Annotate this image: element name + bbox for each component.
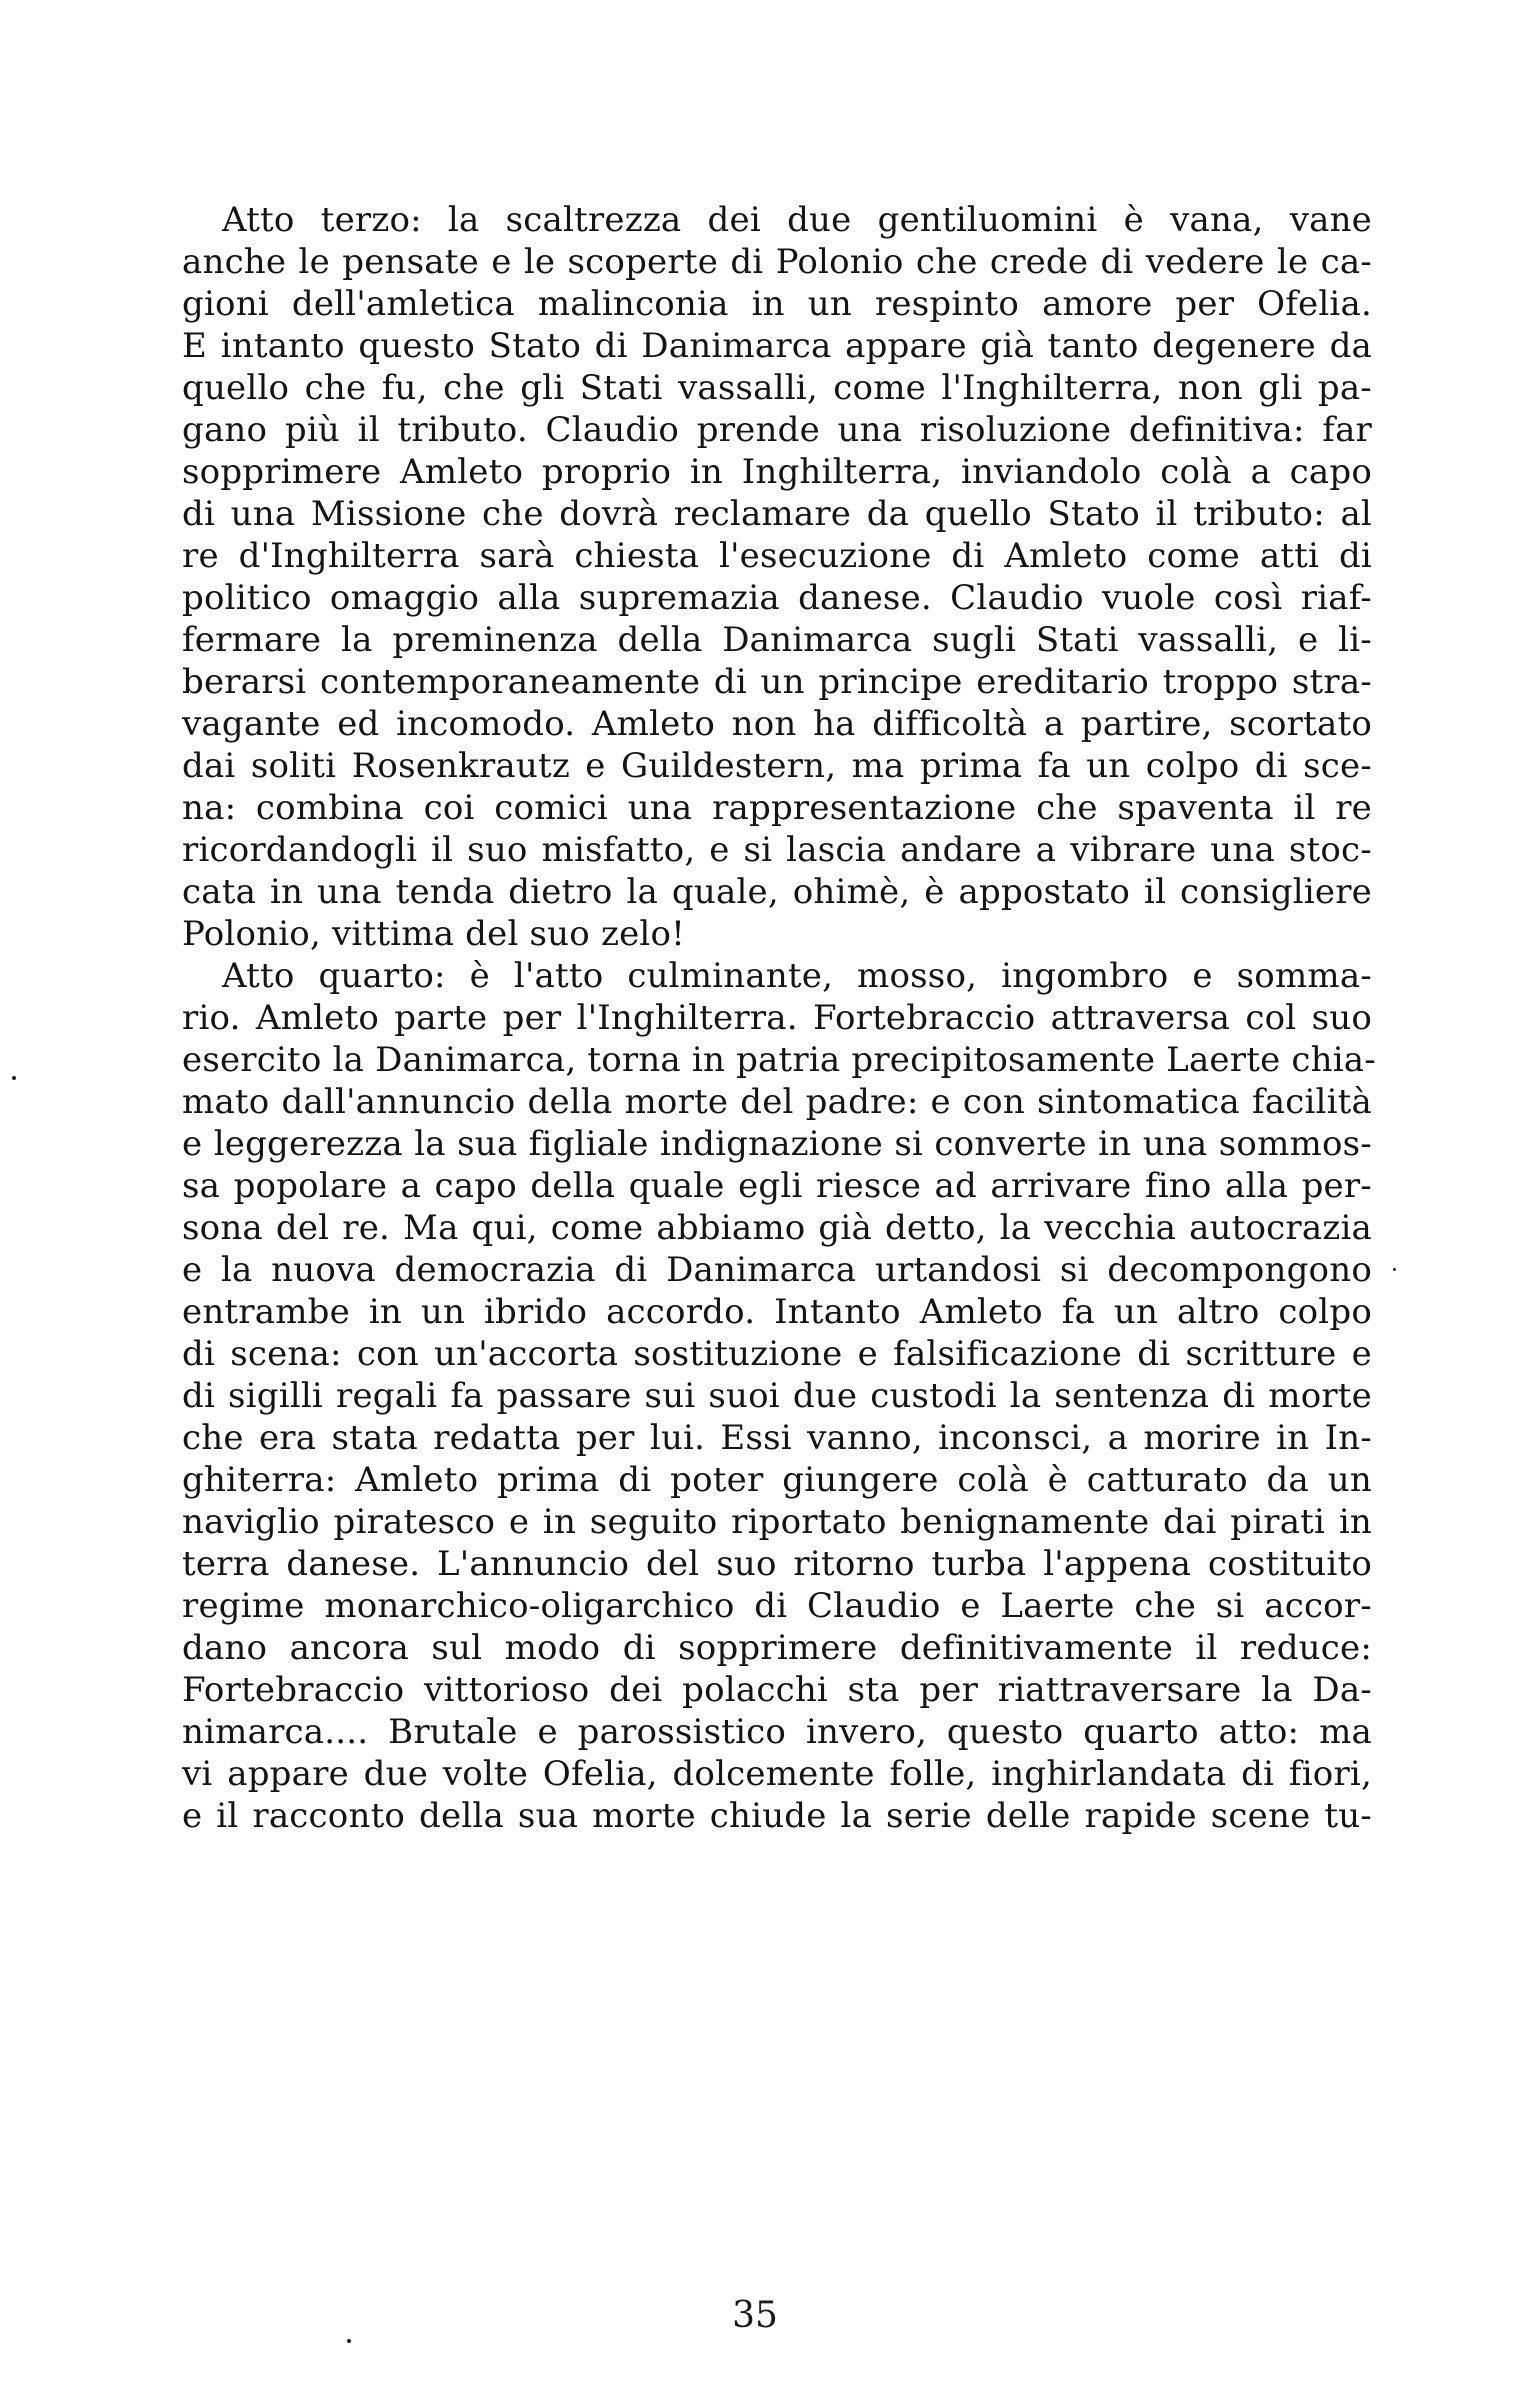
text-line: nimarca.... Brutale e parossistico invero, questo quarto atto: ma xyxy=(182,1712,1372,1752)
text-line: ricordandogli il suo misfatto, e si lascia andare a vibrare una stoc- xyxy=(182,830,1372,870)
text-line: rio. Amleto parte per l'Inghilterra. Fortebraccio attraversa col suo xyxy=(182,998,1372,1038)
text-line: di sigilli regali fa passare sui suoi due custodi la sentenza di morte xyxy=(182,1376,1372,1416)
speck xyxy=(12,1076,16,1080)
text-line: dai soliti Rosenkrautz e Guildestern, ma prima fa un colpo di sce- xyxy=(182,746,1372,786)
text-line: politico omaggio alla supremazia danese. Claudio vuole così riaf- xyxy=(182,578,1372,618)
text-line: Atto quarto: è l'atto culminante, mosso, ingombro e somma- xyxy=(222,956,1372,996)
text-line: fermare la preminenza della Danimarca sugli Stati vassalli, e li- xyxy=(182,620,1372,660)
text-line: dano ancora sul modo di sopprimere definitivamente il reduce: xyxy=(182,1628,1372,1668)
page-number: 35 xyxy=(732,2295,778,2336)
text-line: re d'Inghilterra sarà chiesta l'esecuzione di Amleto come atti di xyxy=(182,536,1372,576)
text-line: sopprimere Amleto proprio in Inghilterra, inviandolo colà a capo xyxy=(182,452,1372,492)
text-line: ghiterra: Amleto prima di poter giungere colà è catturato da un xyxy=(182,1460,1372,1500)
text-line: di una Missione che dovrà reclamare da quello Stato il tributo: al xyxy=(182,494,1372,534)
text-line: e leggerezza la sua figliale indignazione si converte in una sommos- xyxy=(182,1124,1372,1164)
text-line: Atto terzo: la scaltrezza dei due gentiluomini è vana, vane xyxy=(222,200,1372,240)
text-line: esercito la Danimarca, torna in patria precipitosamente Laerte chia- xyxy=(182,1040,1376,1080)
text-line: che era stata redatta per lui. Essi vanno, inconsci, a morire in In- xyxy=(182,1418,1372,1458)
text-line: E intanto questo Stato di Danimarca appare già tanto degenere da xyxy=(182,326,1372,366)
text-line: entrambe in un ibrido accordo. Intanto Amleto fa un altro colpo xyxy=(182,1292,1372,1332)
text-line: di scena: con un'accorta sostituzione e falsificazione di scritture e xyxy=(182,1334,1372,1374)
text-line: vagante ed incomodo. Amleto non ha difficoltà a partire, scortato xyxy=(182,704,1372,744)
text-line: mato dall'annuncio della morte del padre: e con sintomatica facilità xyxy=(182,1082,1372,1122)
text-line: naviglio piratesco e in seguito riportato benignamente dai pirati in xyxy=(182,1502,1372,1542)
text-line: sa popolare a capo della quale egli riesce ad arrivare fino alla per- xyxy=(182,1166,1372,1206)
text-line: Fortebraccio vittorioso dei polacchi sta per riattraversare la Da- xyxy=(182,1670,1372,1710)
text-line: sona del re. Ma qui, come abbiamo già detto, la vecchia autocrazia xyxy=(182,1208,1372,1248)
text-line: terra danese. L'annuncio del suo ritorno turba l'appena costituito xyxy=(182,1544,1372,1584)
text-line: e la nuova democrazia di Danimarca urtandosi si decompongono xyxy=(182,1250,1372,1290)
text-line: vi appare due volte Ofelia, dolcemente folle, inghirlandata di fiori, xyxy=(182,1754,1372,1794)
text-line: quello che fu, che gli Stati vassalli, come l'Inghilterra, non gli pa- xyxy=(182,368,1372,408)
speck xyxy=(347,2339,351,2343)
text-line: regime monarchico-oligarchico di Claudio e Laerte che si accor- xyxy=(182,1586,1372,1626)
text-line: cata in una tenda dietro la quale, ohimè, è appostato il consigliere xyxy=(182,872,1372,912)
text-line: gano più il tributo. Claudio prende una risoluzione definitiva: far xyxy=(182,410,1372,450)
text-line: Polonio, vittima del suo zelo! xyxy=(182,914,686,954)
text-line: berarsi contemporaneamente di un principe ereditario troppo stra- xyxy=(182,662,1372,702)
text-line: na: combina coi comici una rappresentazione che spaventa il re xyxy=(182,788,1372,828)
text-line: anche le pensate e le scoperte di Polonio che crede di vedere le ca- xyxy=(182,242,1372,282)
text-line: gioni dell'amletica malinconia in un respinto amore per Ofelia. xyxy=(182,284,1372,324)
text-line: e il racconto della sua morte chiude la serie delle rapide scene tu- xyxy=(182,1796,1372,1836)
speck xyxy=(1393,1268,1396,1271)
